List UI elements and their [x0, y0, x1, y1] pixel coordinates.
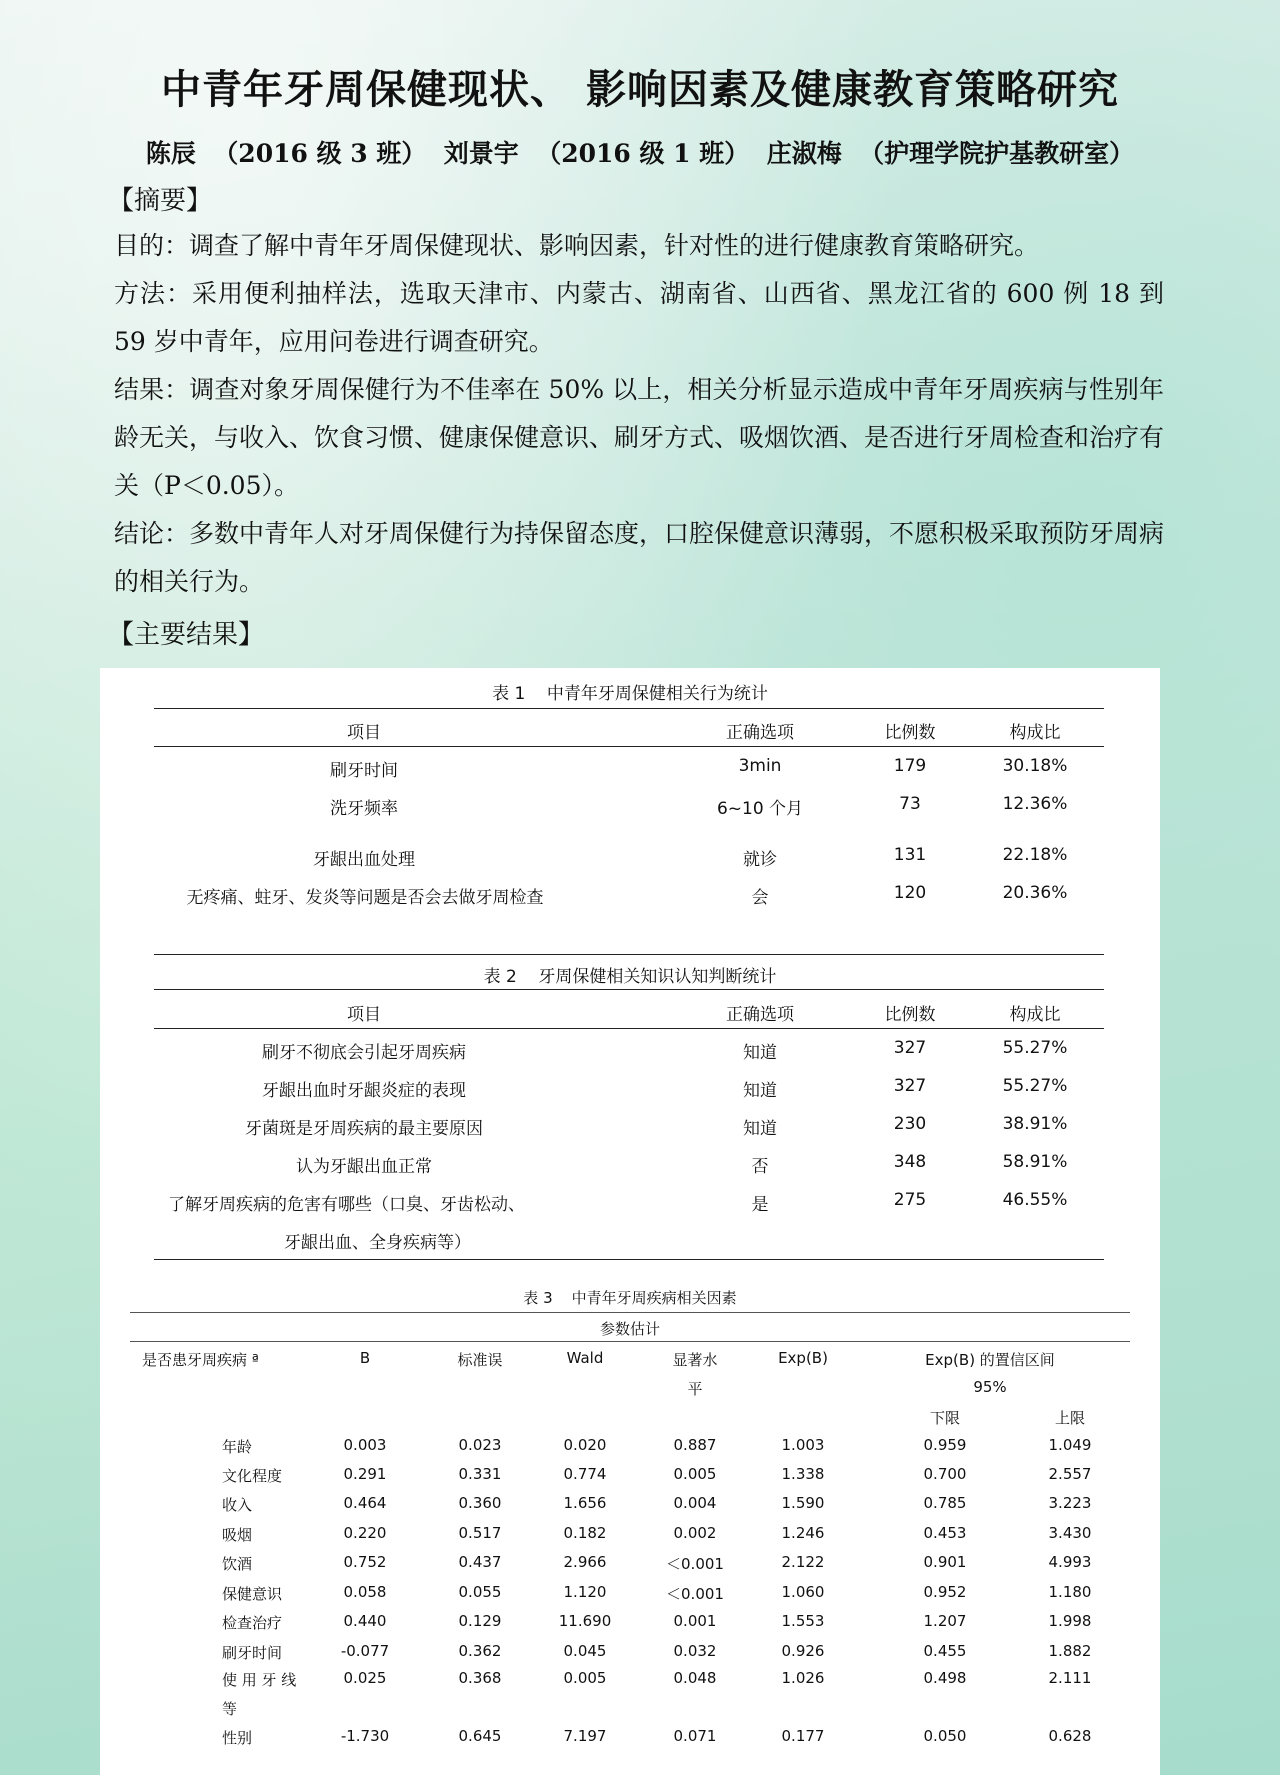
table1-row: 洗牙频率 [330, 799, 398, 819]
table2-cell: 55.27% [1002, 1076, 1068, 1096]
table1-cell: 就诊 [743, 850, 777, 870]
table2-cell: 275 [893, 1190, 927, 1210]
table2-bottom-rule [154, 1259, 1104, 1260]
table1-cell: 20.36% [1002, 883, 1068, 903]
table3-cell: 3.223 [1048, 1494, 1092, 1512]
table1-cell: 30.18% [1002, 756, 1068, 776]
table3-cell: 0.177 [781, 1727, 825, 1745]
table3-cell: 1.026 [781, 1669, 825, 1687]
table2-row: 牙菌斑是牙周疾病的最主要原因 [245, 1119, 483, 1139]
table2-cell: 知道 [743, 1081, 777, 1101]
table3-cell: 0.498 [923, 1669, 967, 1687]
table3-header: Wald [566, 1349, 604, 1367]
table3-cell: 0.220 [343, 1524, 387, 1542]
table3-cell: 1.553 [781, 1612, 825, 1630]
table3-cell: 1.120 [563, 1583, 607, 1601]
table2-cell: 是 [751, 1195, 769, 1215]
table3-top-rule [130, 1312, 1130, 1313]
table3-cell: 0.453 [923, 1524, 967, 1542]
table2-cell: 327 [893, 1076, 927, 1096]
table1-cell: 22.18% [1002, 845, 1068, 865]
table3-row-label: 使 用 牙 线 [222, 1671, 297, 1689]
table1-cell: 131 [893, 845, 927, 865]
table2-cell: 348 [893, 1152, 927, 1172]
table3-cell: 3.430 [1048, 1524, 1092, 1542]
table1-caption: 表 1 中青年牙周保健相关行为统计 [492, 684, 768, 704]
table3-cell: 1.882 [1048, 1642, 1092, 1660]
table3-cell: 1.207 [923, 1612, 967, 1630]
table3-cell: 0.182 [563, 1524, 607, 1542]
table3-cell: 2.122 [781, 1553, 825, 1571]
table3-header: 是否患牙周疾病 ª [142, 1351, 259, 1369]
table1-header-rule [154, 746, 1104, 747]
table3-cell: 0.331 [458, 1465, 502, 1483]
table1-header: 比例数 [884, 723, 936, 743]
table2-header: 比例数 [884, 1005, 936, 1025]
table3-cell: -1.730 [340, 1727, 390, 1745]
table3-header-continuation: 95% [973, 1378, 1007, 1396]
table3-cell: 1.338 [781, 1465, 825, 1483]
table3-subcaption: 参数估计 [599, 1320, 660, 1338]
table3-cell: 0.455 [923, 1642, 967, 1660]
table1-row: 无疼痛、蛀牙、发炎等问题是否会去做牙周检查 [186, 888, 544, 908]
table3-header: Exp(B) 的置信区间 [925, 1351, 1055, 1369]
table3-row-label: 年龄 [222, 1438, 253, 1456]
table3-row-continuation: 等 [222, 1700, 238, 1718]
table3-cell: 0.005 [563, 1669, 607, 1687]
table3-cell: 0.001 [673, 1612, 717, 1630]
main-results-heading: 【主要结果】 [108, 620, 265, 650]
table3-ci-header: 上限 [1054, 1409, 1085, 1427]
table2-row: 了解牙周疾病的危害有哪些（口臭、牙齿松动、 [168, 1195, 525, 1215]
table3-cell: 0.291 [343, 1465, 387, 1483]
abstract-aim: 目的：调查了解中青年牙周保健现状、影响因素，针对性的进行健康教育策略研究。 [114, 231, 1040, 260]
table2-cell: 46.55% [1002, 1190, 1068, 1210]
table3-cell: 1.060 [781, 1583, 825, 1601]
table2-cell: 否 [751, 1157, 769, 1177]
table3-header: Exp(B) [778, 1349, 828, 1367]
table1-cell: 6~10 个月 [716, 799, 804, 819]
table3-cell: 1.246 [781, 1524, 825, 1542]
table2-row: 认为牙龈出血正常 [296, 1157, 432, 1177]
table3-subcaption-rule [130, 1341, 1130, 1342]
table3-ci-header: 下限 [929, 1409, 960, 1427]
table2-cell: 知道 [743, 1043, 777, 1063]
table3-cell: 0.440 [343, 1612, 387, 1630]
table1-header: 正确选项 [726, 723, 794, 743]
table3-cell: ＜0.001 [666, 1555, 724, 1573]
table3-cell: 1.656 [563, 1494, 607, 1512]
table3-cell: 0.048 [673, 1669, 717, 1687]
table3-row-label: 性别 [222, 1729, 253, 1747]
table3-cell: 0.700 [923, 1465, 967, 1483]
table1-cell: 会 [751, 888, 769, 908]
table3-cell: 0.025 [343, 1669, 387, 1687]
table2-header: 构成比 [1009, 1005, 1061, 1025]
paper-title: 中青年牙周保健现状、 影响因素及健康教育策略研究 [161, 66, 1119, 113]
table2-header: 项目 [347, 1005, 381, 1025]
table3-cell: 11.690 [558, 1612, 612, 1630]
table3-cell: 0.050 [923, 1727, 967, 1745]
table3-row-label: 检查治疗 [222, 1614, 283, 1632]
table3-cell: 0.959 [923, 1436, 967, 1454]
table3-cell: 0.362 [458, 1642, 502, 1660]
table3-cell: 0.926 [781, 1642, 825, 1660]
table3-row-label: 收入 [222, 1496, 253, 1514]
table2-cell: 知道 [743, 1119, 777, 1139]
table1-top-rule [154, 708, 1104, 709]
results-figure [100, 668, 1160, 1775]
table3-cell: 0.368 [458, 1669, 502, 1687]
table2-header: 正确选项 [726, 1005, 794, 1025]
table3-cell: 1.590 [781, 1494, 825, 1512]
table2-cell: 230 [893, 1114, 927, 1134]
table3-cell: ＜0.001 [666, 1585, 724, 1603]
abstract-result: 结果：调查对象牙周保健行为不佳率在 50% 以上，相关分析显示造成中青年牙周疾病与性别年龄无关，与收入、饮食习惯、健康保健意识、刷牙方式、吸烟饮酒、是否进行牙周检查和治疗有关（P＜0.05）。 [114, 375, 1165, 500]
abstract-heading: 【摘要】 [108, 186, 213, 216]
table3-cell: 0.517 [458, 1524, 502, 1542]
table1-header: 构成比 [1009, 723, 1061, 743]
table2-cell: 38.91% [1002, 1114, 1068, 1134]
table3-cell: 2.557 [1048, 1465, 1092, 1483]
table3-row-label: 吸烟 [222, 1526, 253, 1544]
table3-cell: 0.005 [673, 1465, 717, 1483]
table1-cell: 120 [893, 883, 927, 903]
table3-cell: 7.197 [563, 1727, 607, 1745]
table3-cell: 2.966 [563, 1553, 607, 1571]
table1-cell: 179 [893, 756, 927, 776]
table1-cell: 73 [899, 794, 921, 814]
table3-cell: 0.058 [343, 1583, 387, 1601]
table2-header-rule [154, 1028, 1104, 1029]
table3-header: 标准误 [457, 1351, 503, 1369]
abstract-conclusion: 结论：多数中青年人对牙周保健行为持保留态度，口腔保健意识薄弱，不愿积极采取预防牙周病的相关行为。 [114, 519, 1165, 596]
table1-row: 刷牙时间 [330, 761, 398, 781]
table2-cell: 327 [893, 1038, 927, 1058]
table3-row-label: 饮酒 [222, 1555, 253, 1573]
table1-row: 牙龈出血处理 [313, 850, 415, 870]
table3-cell: 0.055 [458, 1583, 502, 1601]
table3-cell: 1.180 [1048, 1583, 1092, 1601]
table3-cell: 0.752 [343, 1553, 387, 1571]
table3-cell: -0.077 [340, 1642, 390, 1660]
table3-cell: 1.998 [1048, 1612, 1092, 1630]
table2-row-continuation: 牙龈出血、全身疾病等） [284, 1233, 471, 1253]
table3-cell: 2.111 [1048, 1669, 1092, 1687]
table3-cell: 0.360 [458, 1494, 502, 1512]
table3-cell: 0.129 [458, 1612, 502, 1630]
table3-header: 显著水 [672, 1351, 718, 1369]
table3-cell: 0.952 [923, 1583, 967, 1601]
table3-cell: 0.023 [458, 1436, 502, 1454]
table1-cell: 3min [738, 756, 782, 776]
table3-cell: 0.628 [1048, 1727, 1092, 1745]
table3-cell: 0.785 [923, 1494, 967, 1512]
table3-cell: 1.049 [1048, 1436, 1092, 1454]
table3-cell: 0.045 [563, 1642, 607, 1660]
table3-cell: 1.003 [781, 1436, 825, 1454]
table3-cell: 0.003 [343, 1436, 387, 1454]
table3-cell: 0.071 [673, 1727, 717, 1745]
table3-cell: 0.020 [563, 1436, 607, 1454]
table3-cell: 0.774 [563, 1465, 607, 1483]
table3-cell: 0.437 [458, 1553, 502, 1571]
table3-cell: 0.887 [673, 1436, 717, 1454]
table3-cell: 0.002 [673, 1524, 717, 1542]
table3-header-continuation: 平 [687, 1380, 703, 1398]
table3-row-label: 文化程度 [222, 1467, 283, 1485]
table3-row-label: 刷牙时间 [222, 1644, 283, 1662]
table2-top-rule [154, 954, 1104, 955]
table1-cell: 12.36% [1002, 794, 1068, 814]
table3-cell: 0.464 [343, 1494, 387, 1512]
table1-header: 项目 [347, 723, 381, 743]
table3-cell: 0.032 [673, 1642, 717, 1660]
table3-cell: 0.901 [923, 1553, 967, 1571]
abstract-method: 方法：采用便利抽样法，选取天津市、内蒙古、湖南省、山西省、黑龙江省的 600 例 18 到 59 岁中青年，应用问卷进行调查研究。 [114, 279, 1164, 356]
table3-row-label: 保健意识 [222, 1585, 283, 1603]
table3-cell: 0.645 [458, 1727, 502, 1745]
table3-caption: 表 3 中青年牙周疾病相关因素 [523, 1289, 737, 1307]
table3-cell: 4.993 [1048, 1553, 1092, 1571]
table2-caption-rule [154, 989, 1104, 990]
table2-caption: 表 2 牙周保健相关知识认知判断统计 [483, 967, 777, 987]
table2-row: 牙龈出血时牙龈炎症的表现 [262, 1081, 466, 1101]
table2-cell: 55.27% [1002, 1038, 1068, 1058]
paper-authors: 陈辰 （2016 级 3 班） 刘景宇 （2016 级 1 班） 庄淑梅 （护理学院护基教研室） [145, 139, 1135, 168]
table3-header: B [359, 1349, 371, 1367]
table2-row: 刷牙不彻底会引起牙周疾病 [262, 1043, 466, 1063]
table2-cell: 58.91% [1002, 1152, 1068, 1172]
table3-cell: 0.004 [673, 1494, 717, 1512]
